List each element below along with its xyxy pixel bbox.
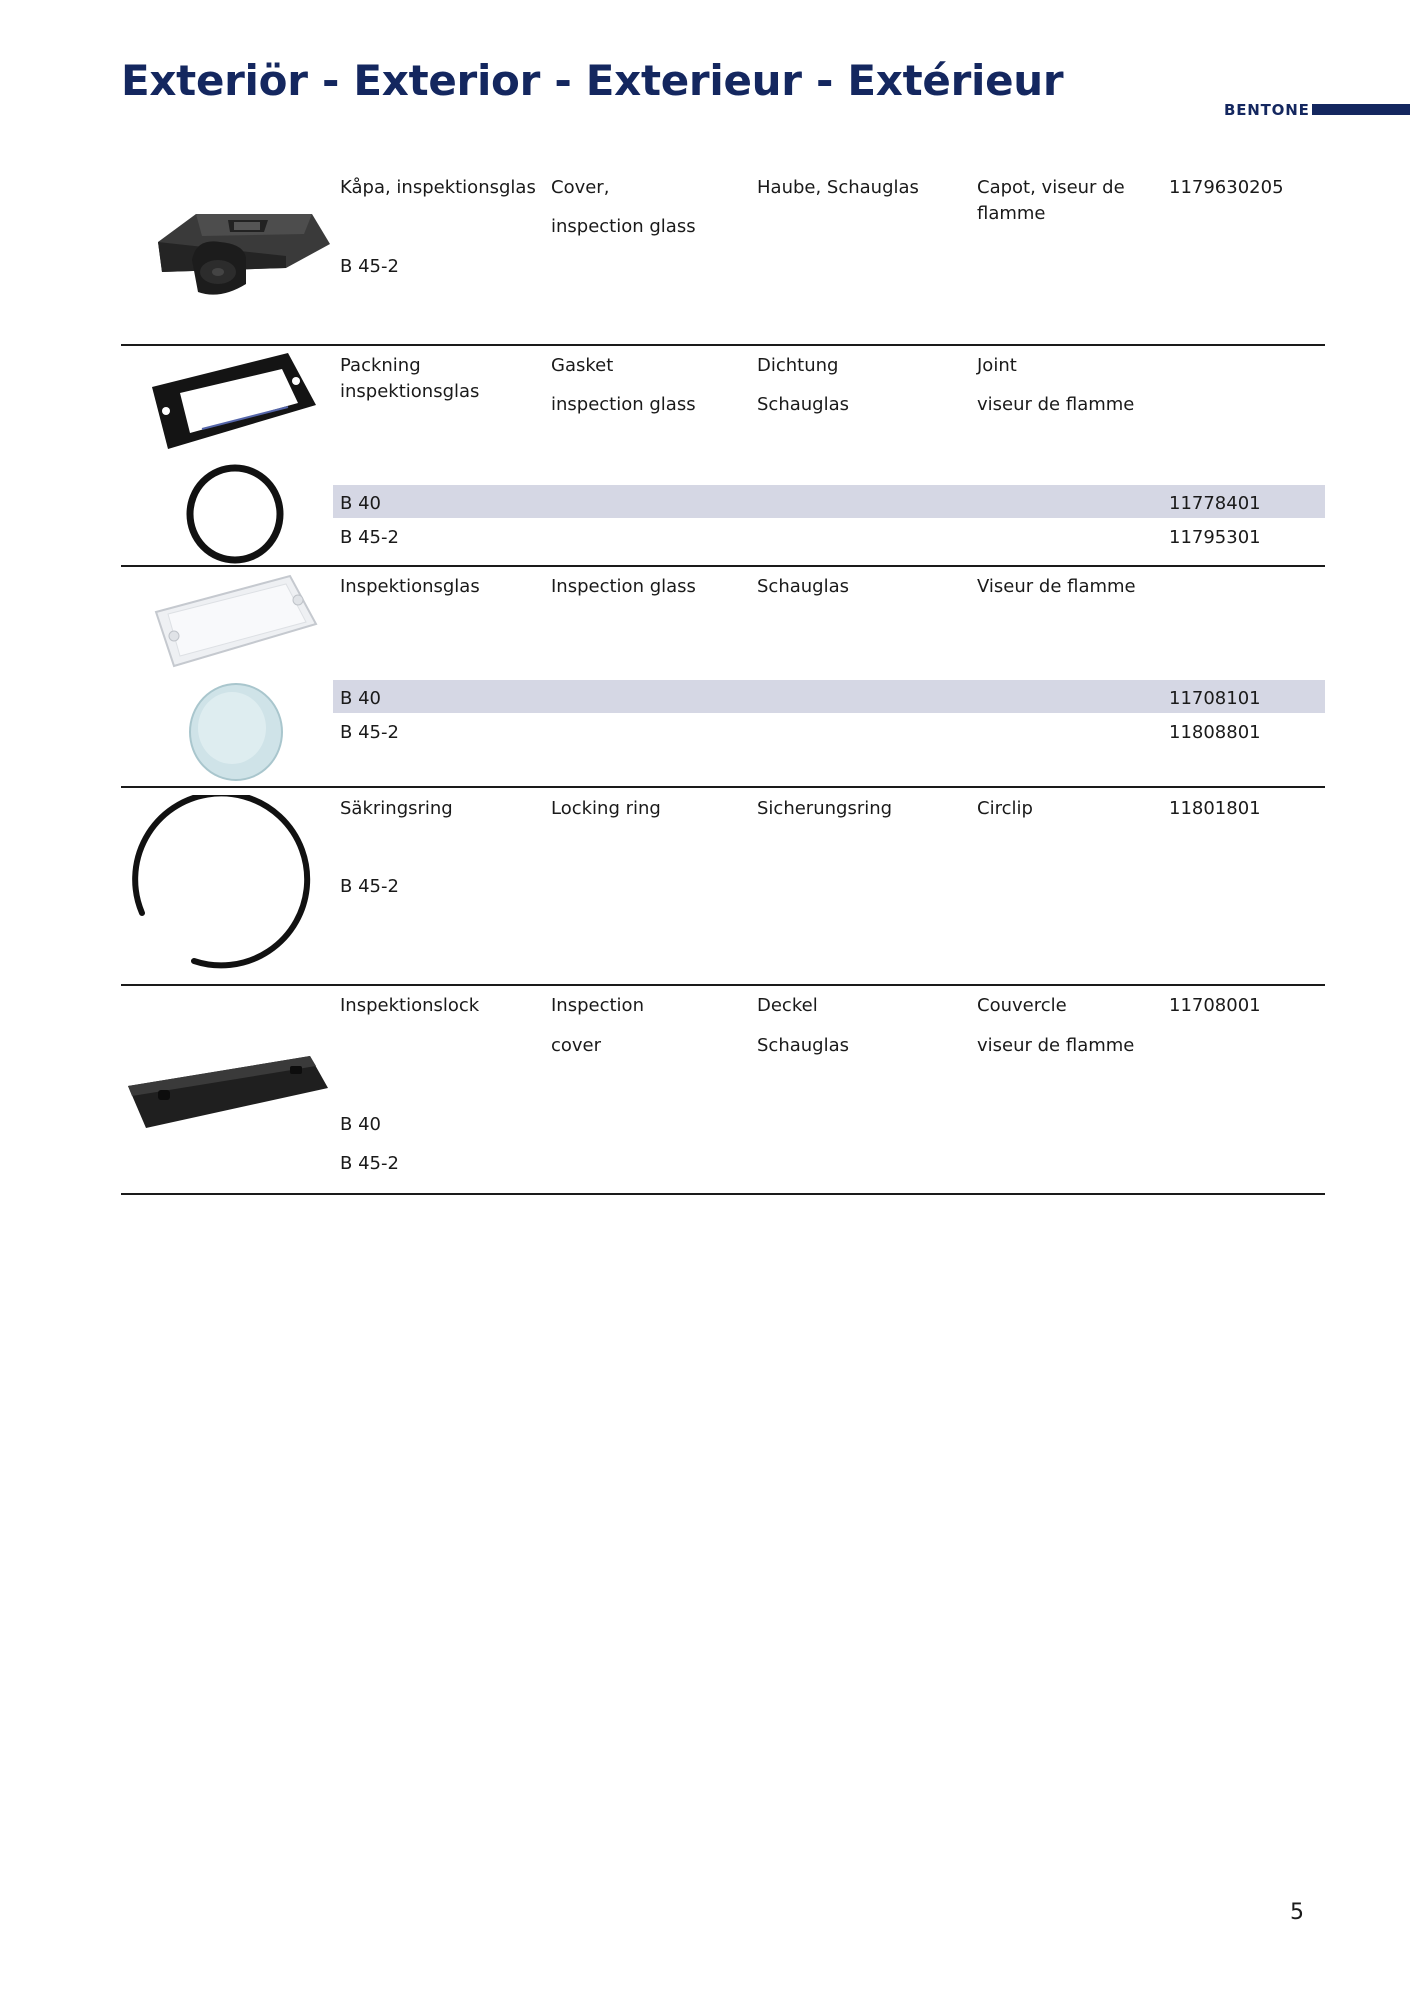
name-de-line2: Schauglas xyxy=(757,1035,850,1056)
name-en: Cover, xyxy=(551,177,610,198)
name-fr-line2: viseur de flamme xyxy=(977,1035,1135,1056)
brand-bar xyxy=(1312,104,1410,115)
variant-part-number: 11808801 xyxy=(1169,722,1261,743)
name-fr: Couvercle xyxy=(977,995,1067,1016)
inspection-cover-image xyxy=(126,1050,330,1132)
model: B 40 xyxy=(340,1114,381,1135)
model: B 45-2 xyxy=(340,876,399,897)
name-en: Gasket xyxy=(551,355,614,376)
name-sv: Packning inspektionsglas xyxy=(340,355,480,402)
row-divider xyxy=(121,344,1325,346)
brand-logo xyxy=(1224,99,1310,121)
name-fr: Circlip xyxy=(977,798,1033,819)
o-ring-image xyxy=(182,461,288,567)
inspection-glass-rect-image xyxy=(150,570,322,670)
name-de: Dichtung xyxy=(757,355,839,376)
name-de: Sicherungsring xyxy=(757,798,893,819)
name-fr: Joint xyxy=(977,355,1017,376)
row-divider xyxy=(121,1193,1325,1195)
variant-model: B 45-2 xyxy=(340,722,399,743)
part-number: 1179630205 xyxy=(1169,177,1284,198)
name-de-line2: Schauglas xyxy=(757,394,850,415)
name-en: Locking ring xyxy=(551,798,661,819)
part-number: 11801801 xyxy=(1169,798,1261,819)
part-number: 11708001 xyxy=(1169,995,1261,1016)
name-de: Schauglas xyxy=(757,576,850,597)
variant-model: B 45-2 xyxy=(340,527,399,548)
row-divider xyxy=(121,984,1325,986)
locking-ring-image xyxy=(130,795,326,981)
name-de: Deckel xyxy=(757,995,818,1016)
name-sv: Inspektionslock xyxy=(340,995,480,1016)
name-en: Inspection glass xyxy=(551,576,696,597)
variant-model: B 40 xyxy=(340,688,381,709)
cover-inspection-glass-image xyxy=(136,200,336,325)
brand-name: BENTONE xyxy=(1224,101,1310,119)
page-title: Exteriör - Exterior - Exterieur - Extérieur xyxy=(121,56,1064,105)
name-sv: Kåpa, inspektionsglas xyxy=(340,177,536,198)
row-divider xyxy=(121,565,1325,567)
variant-model: B 40 xyxy=(340,493,381,514)
gasket-image xyxy=(148,349,322,455)
name-en-line2: inspection glass xyxy=(551,394,696,415)
page-number: 5 xyxy=(1290,1900,1304,1925)
model: B 45-2 xyxy=(340,1153,399,1174)
variant-part-number: 11778401 xyxy=(1169,493,1261,514)
row-divider xyxy=(121,786,1325,788)
name-sv: Säkringsring xyxy=(340,798,453,819)
name-fr-line2: viseur de flamme xyxy=(977,394,1135,415)
model: B 45-2 xyxy=(340,256,399,277)
name-en-line2: cover xyxy=(551,1035,602,1056)
name-de: Haube, Schauglas xyxy=(757,177,919,198)
name-en-line2: inspection glass xyxy=(551,216,696,237)
name-sv: Inspektionsglas xyxy=(340,576,480,597)
variant-part-number: 11708101 xyxy=(1169,688,1261,709)
variant-part-number: 11795301 xyxy=(1169,527,1261,548)
name-fr: Capot, viseur de flamme xyxy=(977,177,1125,224)
inspection-glass-round-image xyxy=(182,680,290,784)
name-en: Inspection xyxy=(551,995,644,1016)
name-fr: Viseur de flamme xyxy=(977,576,1136,597)
